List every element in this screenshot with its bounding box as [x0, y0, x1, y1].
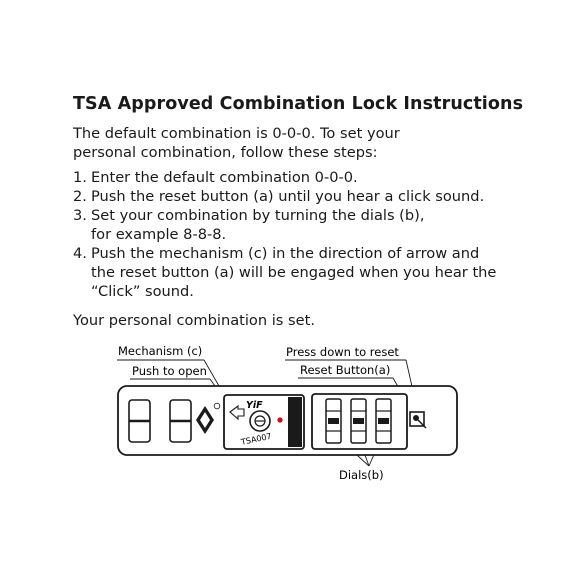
- step-3: [73, 206, 496, 244]
- step-1: [73, 168, 496, 187]
- label-mechanism: Mechanism (c): [118, 344, 203, 358]
- step-text: Set your combination by turning the dials (b), for example 8-8-8.: [91, 207, 425, 243]
- dial-3[interactable]: [376, 399, 391, 443]
- intro-line-1: The default combination is 0-0-0. To set your: [73, 125, 400, 142]
- dial-1[interactable]: [326, 399, 341, 443]
- step-4: [73, 244, 496, 301]
- dial-2[interactable]: [351, 399, 366, 443]
- step-2: [73, 187, 496, 206]
- brand-label: YiF: [246, 400, 263, 411]
- step-number: 4.: [73, 245, 87, 262]
- label-push-to-open: Push to open: [132, 364, 207, 378]
- steps-list: [73, 168, 496, 301]
- indicator-dot: [277, 417, 282, 422]
- lock-diagram: [0, 330, 580, 490]
- page-title: TSA Approved Combination Lock Instructions: [73, 94, 524, 114]
- mechanism-slider[interactable]: [224, 395, 304, 449]
- label-dials: Dials(b): [339, 468, 384, 482]
- step-text: Push the reset button (a) until you hear a click sound.: [91, 188, 485, 205]
- step-number: 3.: [73, 207, 87, 224]
- step-text: Push the mechanism (c) in the direction of arrow and the reset button (a) will be engaged when you hear the “Click” sound.: [91, 245, 497, 300]
- model-label: TSA007: [240, 431, 273, 447]
- reset-button[interactable]: [410, 412, 426, 428]
- conclusion-text: Your personal combination is set.: [73, 312, 315, 329]
- label-reset-button: Reset Button(a): [300, 363, 391, 377]
- step-number: 2.: [73, 188, 87, 205]
- step-number: 1.: [73, 169, 87, 186]
- step-text: Enter the default combination 0-0-0.: [91, 169, 358, 186]
- intro-line-2: personal combination, follow these steps:: [73, 144, 378, 161]
- label-press-down: Press down to reset: [286, 345, 399, 359]
